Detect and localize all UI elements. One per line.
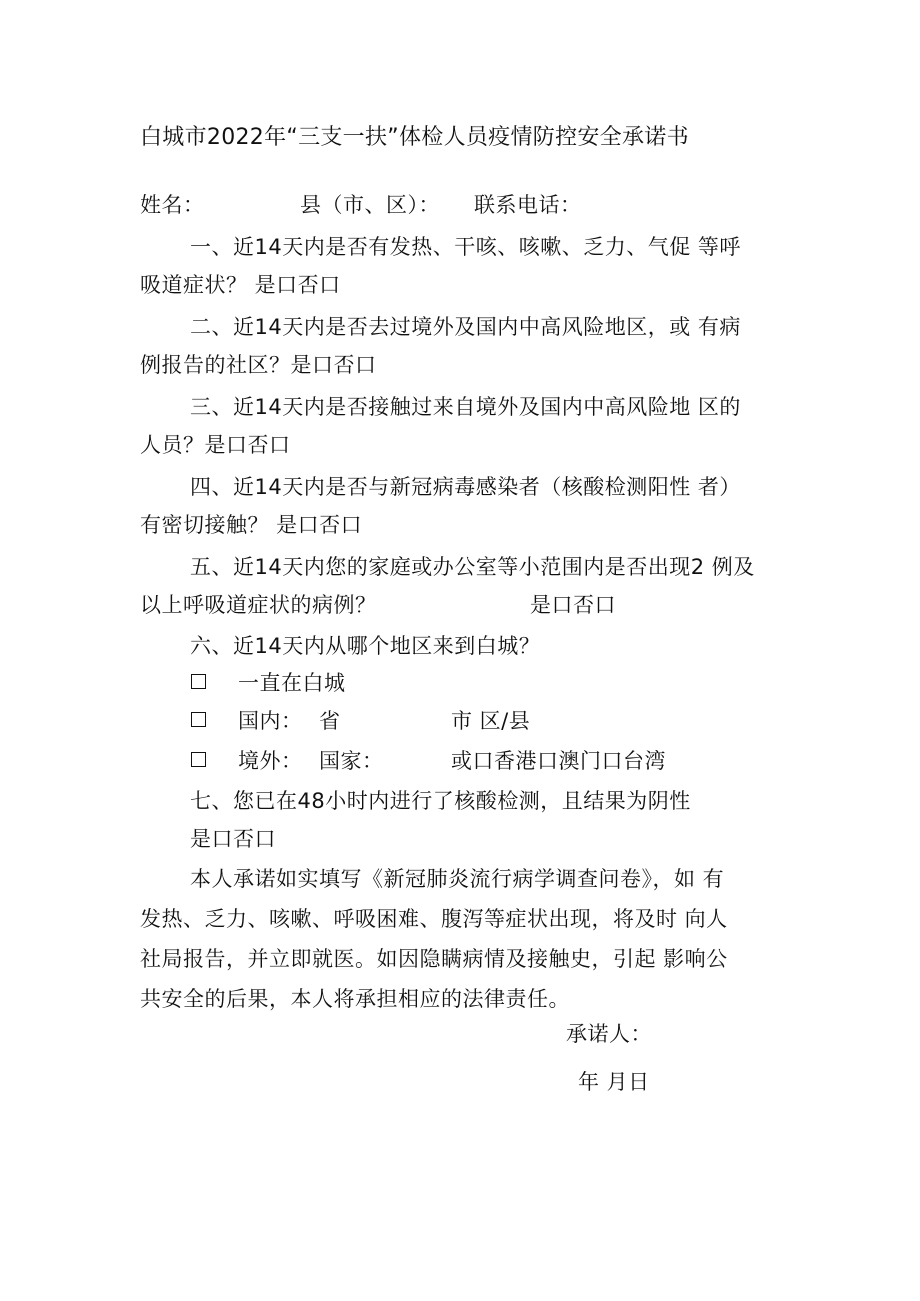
commitment-line-4: 共安全的后果，本人将承担相应的法律责任。 (140, 987, 570, 1011)
name-label: 姓名： (140, 193, 205, 217)
question-1-line-2: 吸道症状？ 是口否口 (140, 273, 341, 297)
option-domestic-label: 国内： (238, 709, 303, 733)
option-stay-label: 一直在白城 (238, 671, 346, 695)
commitment-line-3: 社局报告，并立即就医。如因隐瞒病情及接触史，引起 影响公 (140, 947, 728, 971)
question-7-line-1: 七、您已在48小时内进行了核酸检测，且结果为阴性 (190, 789, 691, 813)
question-3-line-2: 人员？是口否口 (140, 433, 291, 457)
question-5-line-1: 五、近14天内您的家庭或办公室等小范围内是否出现2 例及 (190, 555, 755, 579)
option-overseas-country: 国家： (319, 749, 384, 773)
phone-label: 联系电话： (474, 193, 582, 217)
question-5-answer: 是口否口 (530, 593, 616, 617)
question-6: 六、近14天内从哪个地区来到白城？ (190, 634, 541, 658)
question-5-line-2: 以上呼吸道症状的病例？ (140, 593, 377, 617)
county-label: 县（市、区）： (300, 193, 440, 217)
commitment-line-1: 本人承诺如实填写《新冠肺炎流行病学调查问卷》，如 有 (190, 867, 725, 891)
question-7-line-2: 是口否口 (190, 827, 276, 851)
option-stay-checkbox[interactable] (191, 674, 206, 689)
document-title: 白城市2022年“三支一扶”体检人员疫情防控安全承诺书 (140, 125, 689, 150)
question-2-line-1: 二、近14天内是否去过境外及国内中高风险地区，或 有病 (190, 315, 741, 339)
question-2-line-2: 例报告的社区？是口否口 (140, 353, 377, 377)
commitment-line-2: 发热、乏力、咳嗽、呼吸困难、腹泻等症状出现，将及时 向人 (140, 907, 728, 931)
option-overseas-checkbox[interactable] (191, 752, 206, 767)
option-domestic-checkbox[interactable] (191, 712, 206, 727)
date-label: 年 月日 (578, 1070, 650, 1094)
question-4-line-1: 四、近14天内是否与新冠病毒感染者（核酸检测阳性 者） (190, 475, 741, 499)
question-3-line-1: 三、近14天内是否接触过来自境外及国内中高风险地 区的 (190, 395, 741, 419)
option-domestic-province: 省 (319, 709, 341, 733)
promiser-label: 承诺人： (566, 1022, 652, 1046)
question-1-line-1: 一、近14天内是否有发热、干咳、咳嗽、乏力、气促 等呼 (190, 235, 741, 259)
option-domestic-city: 市 区/县 (451, 709, 531, 733)
option-overseas-label: 境外： (238, 749, 303, 773)
option-overseas-regions: 或口香港口澳门口台湾 (451, 749, 666, 773)
question-4-line-2: 有密切接触？ 是口否口 (140, 513, 363, 537)
